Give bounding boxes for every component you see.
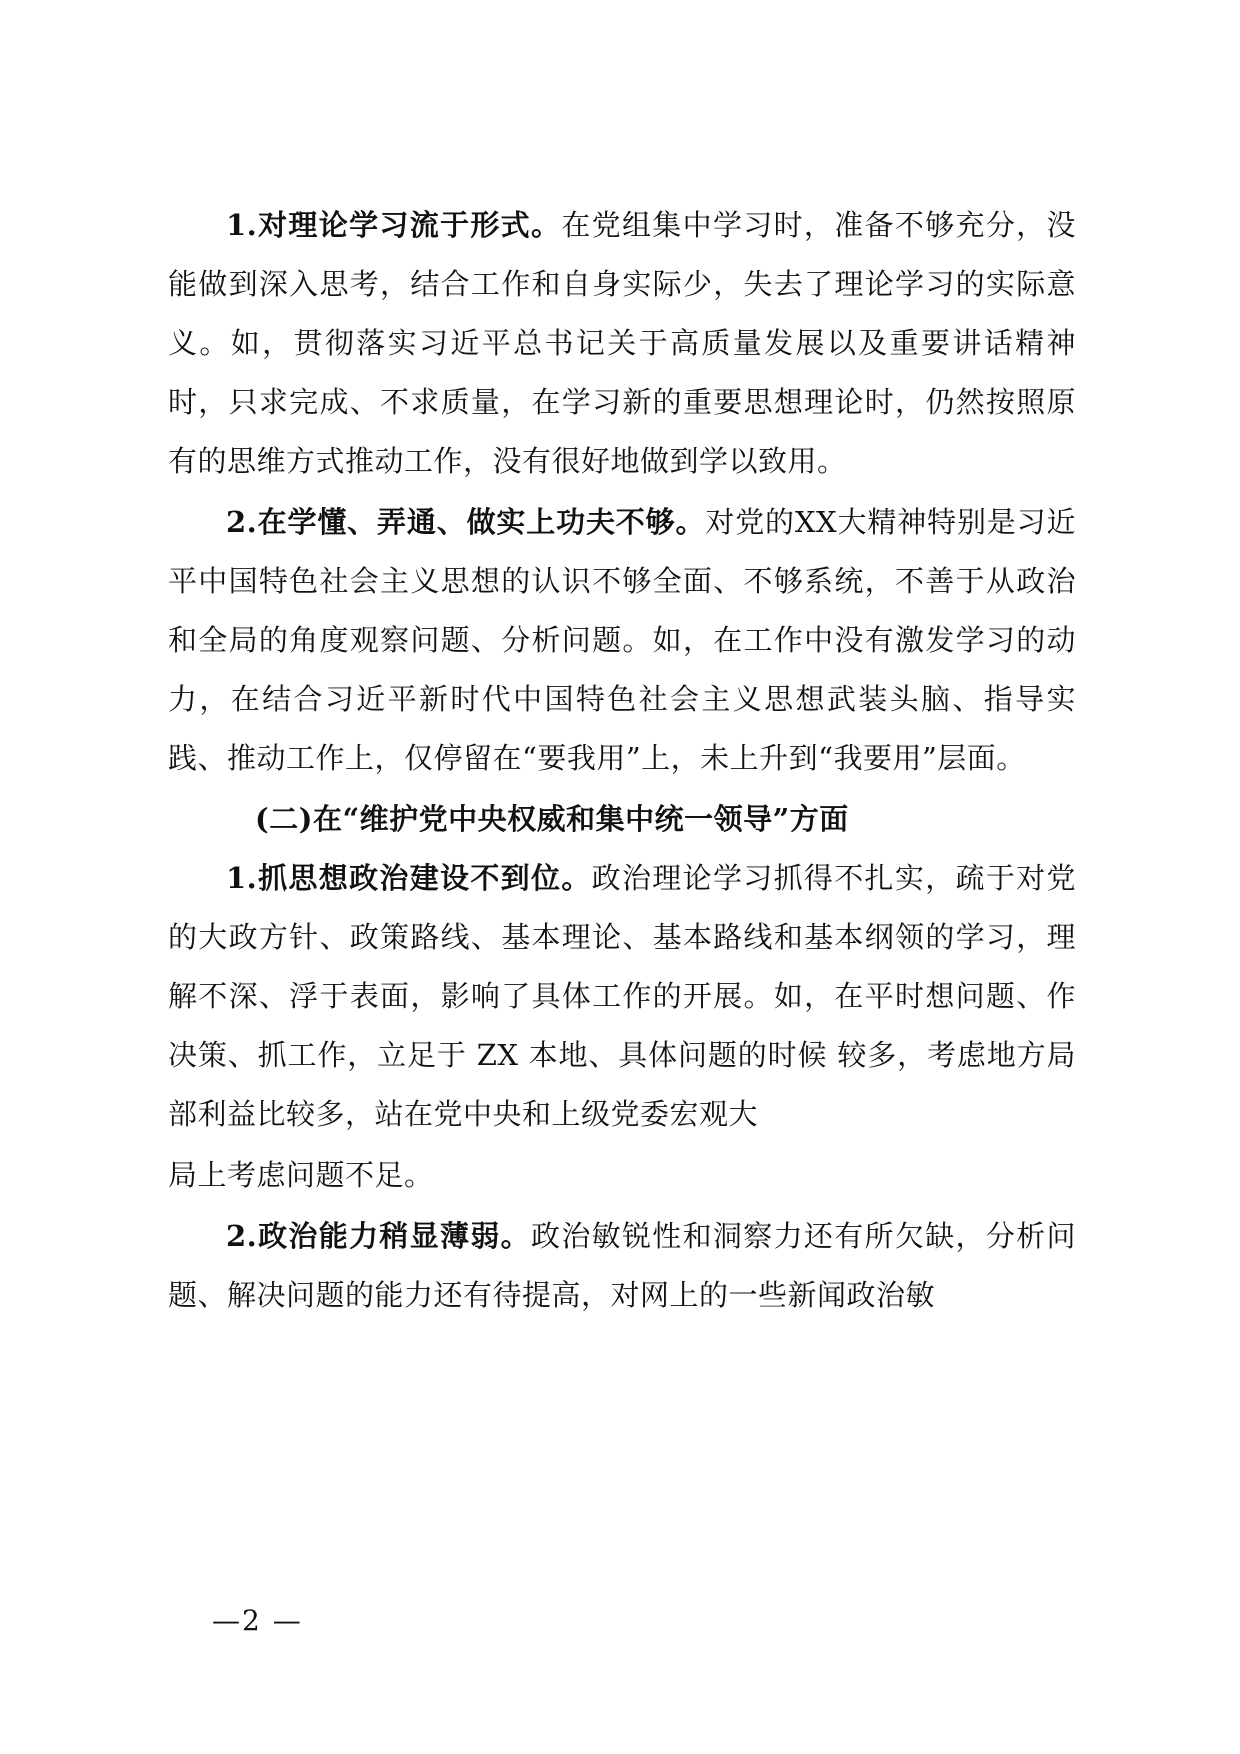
paragraph-understanding (168, 493, 1076, 788)
section-heading: (二)在“维护党中央权威和集中统一领导”方面 (255, 802, 849, 836)
paragraph-lead: 1.抓思想政治建设不到位。 (226, 861, 592, 895)
paragraph-text: 在党组集中学习时，准备不够充分，没能做到深入思考，结合工作和自身实际少，失去了理论学习的实际意义。如，贯彻落实习近平总书记关于高质量发展以及重要讲话精神时，只求完成、不求质量，在学习新的重要思想理论时，仍然按照原有的思维方式推动工作，没有很好地做到学以致用。 (168, 208, 1076, 478)
paragraph-text: 政治理论学习抓得不扎实，疏于对党的大政方针、政策路线、基本理论、基本路线和基本纲领的学习，理解不深、浮于表面，影响了具体工作的开展。如，在平时想问题、作决策、抓工作，立足于 ZX 本地、具体问题的时候 较多，考虑地方局部利益比较多，站在党中央和上级党委宏观大 (168, 861, 1076, 1131)
document-body (168, 196, 1076, 1325)
paragraph-text: 政治敏锐性和洞察力还有所欠缺，分析问题、解决问题的能力还有待提高，对网上的一些新闻政治敏 (168, 1219, 1076, 1312)
page-number: —2 — (212, 1604, 303, 1637)
paragraph-lead: 2.政治能力稍显薄弱。 (226, 1219, 531, 1253)
paragraph-political-ability (168, 1207, 1076, 1325)
paragraph-lead: 1.对理论学习流于形式。 (226, 208, 562, 242)
paragraph-lead: 2.在学懂、弄通、做实上功夫不够。 (226, 505, 706, 539)
paragraph-text: 对党的XX大精神特别是习近平中国特色社会主义思想的认识不够全面、不够系统，不善于从政治和全局的角度观察问题、分析问题。如，在工作中没有激发学习的动力，在结合习近平新时代中国特色社会主义思想武装头脑、指导实践、推动工作上，仅停留在“要我用”上，未上升到“我要用”层面。 (168, 505, 1076, 775)
paragraph-political-construction (168, 849, 1076, 1144)
paragraph-continuation: 局上考虑问题不足。 (168, 1158, 434, 1192)
paragraph-theory-study (168, 196, 1076, 491)
